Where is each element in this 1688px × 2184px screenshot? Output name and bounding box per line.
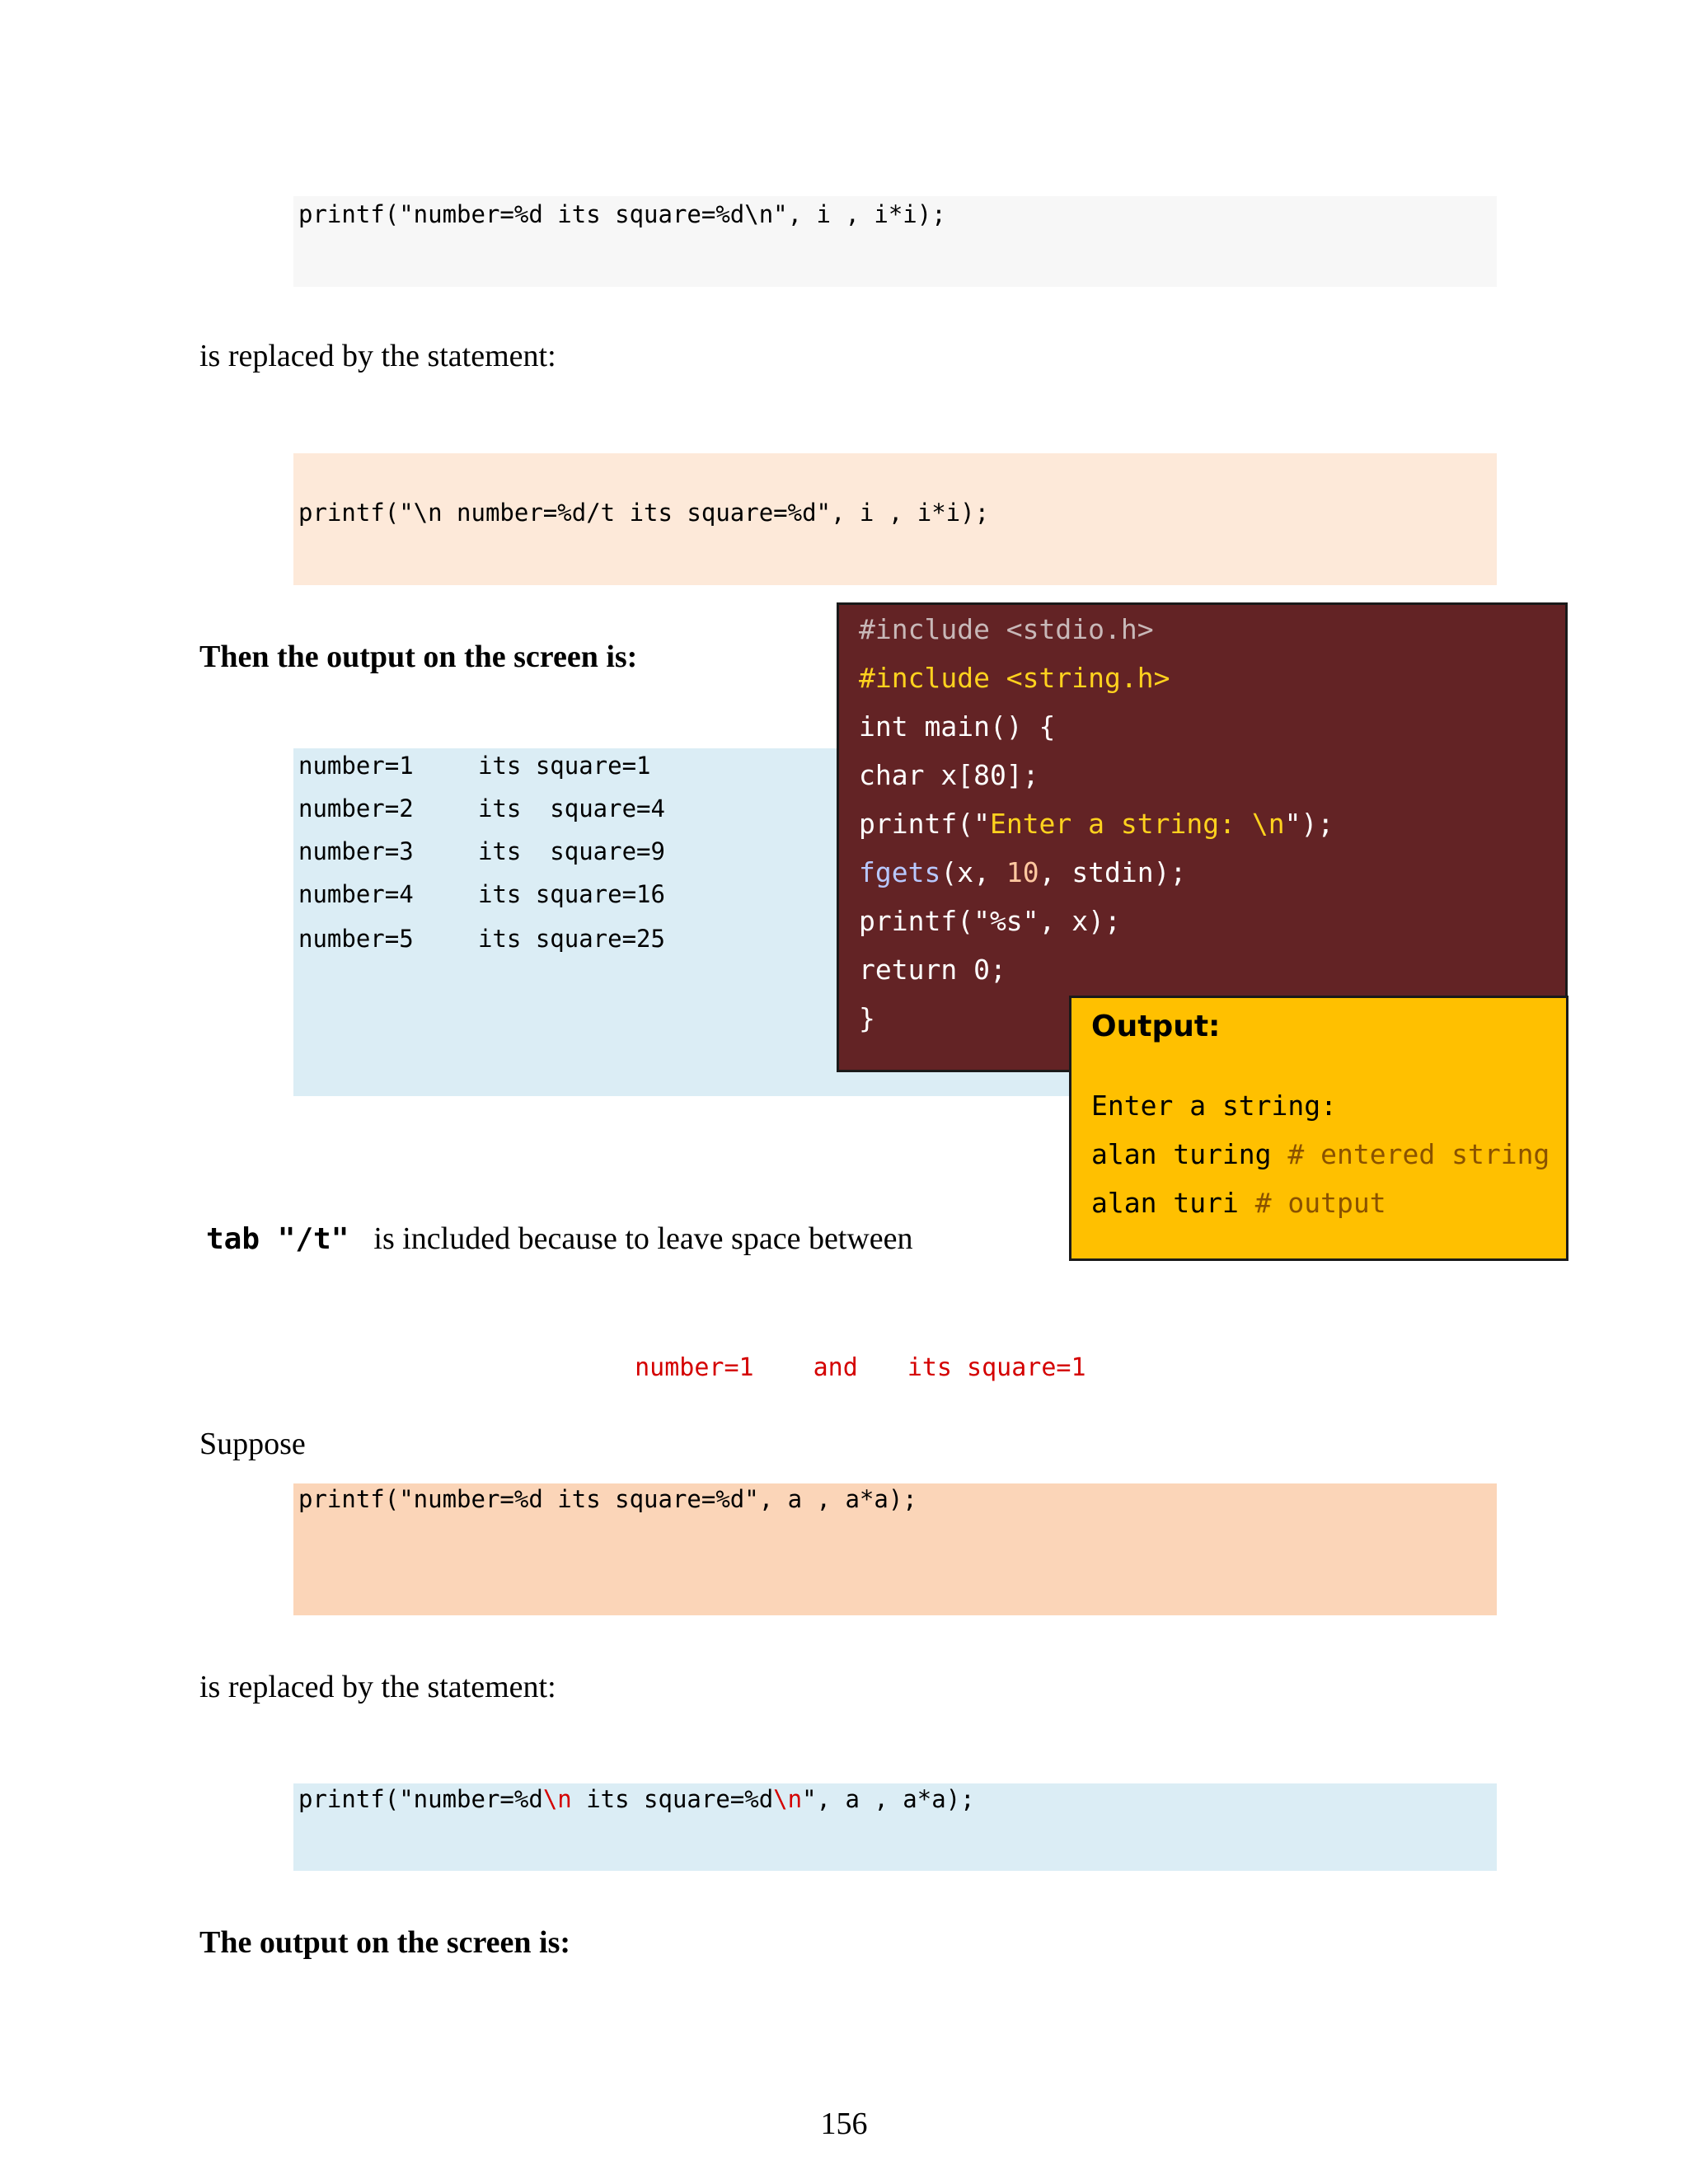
paragraph-suppose: Suppose <box>199 1427 306 1461</box>
code-main: int main() { <box>859 710 1056 743</box>
tab-code: tab "/t" <box>206 1222 349 1256</box>
output-square: its square=9 <box>478 837 665 865</box>
code-newline: \n <box>773 1785 803 1813</box>
code-string-literal: Enter a string: \n <box>989 808 1285 840</box>
code-box-4 <box>293 1783 1497 1871</box>
output-panel-line <box>1091 1187 1386 1219</box>
code-close-brace: } <box>859 1002 875 1034</box>
output-panel <box>1069 996 1568 1261</box>
example-and: and <box>813 1353 858 1382</box>
example-line <box>605 1324 1086 1382</box>
code-include-stdio: #include <stdio.h> <box>859 613 1154 645</box>
code-return: return 0; <box>859 954 1006 986</box>
code-box-2 <box>293 453 1497 585</box>
output-text: alan turing <box>1091 1138 1288 1170</box>
code-line: printf("\n number=%d/t its square=%d", i , i*i); <box>298 499 990 527</box>
heading-output-1: Then the output on the screen is: <box>199 640 638 674</box>
page-number: 156 <box>820 2107 868 2141</box>
tab-paragraph <box>199 1206 913 1257</box>
code-fragment: (x, <box>940 856 1006 888</box>
code-line: printf("number=%d its square=%d\n", i , i*i); <box>298 200 946 228</box>
code-line: printf("number=%d its square=%d", a , a*a); <box>298 1485 917 1513</box>
code-fragment: its square=%d <box>571 1785 774 1813</box>
code-newline: \n <box>542 1785 572 1813</box>
code-box-3 <box>293 1483 1497 1615</box>
heading-output-2: The output on the screen is: <box>199 1925 571 1960</box>
code-number: 10 <box>1006 856 1039 888</box>
output-square: its square=16 <box>478 880 665 908</box>
output-panel-line: Enter a string: <box>1091 1090 1338 1122</box>
code-function-name: fgets <box>859 856 941 888</box>
paragraph-replaced-2: is replaced by the statement: <box>199 1670 556 1704</box>
example-number: number=1 <box>635 1353 754 1382</box>
output-panel-title: Output: <box>1091 1010 1221 1043</box>
paragraph-replaced-1: is replaced by the statement: <box>199 339 556 373</box>
code-fgets <box>859 856 1186 888</box>
output-panel-line <box>1091 1138 1550 1170</box>
output-number: number=5 <box>298 925 414 953</box>
output-number: number=3 <box>298 837 414 865</box>
code-box-1 <box>293 196 1497 287</box>
code-line <box>298 1785 975 1813</box>
example-square: its square=1 <box>907 1353 1086 1382</box>
output-text: alan turi <box>1091 1187 1255 1219</box>
code-include-string: #include <string.h> <box>859 662 1170 694</box>
output-number: number=4 <box>298 880 414 908</box>
output-comment: # output <box>1254 1187 1386 1219</box>
output-square: its square=4 <box>478 794 665 823</box>
code-char: char x[80]; <box>859 759 1039 791</box>
code-printf-s: printf("%s", x); <box>859 905 1121 937</box>
code-fragment: "); <box>1284 808 1334 840</box>
code-fragment: printf("number=%d <box>298 1785 543 1813</box>
code-printf-prompt <box>859 808 1334 840</box>
code-fragment: , stdin); <box>1039 856 1187 888</box>
output-number: number=2 <box>298 794 414 823</box>
code-fragment: ", a , a*a); <box>802 1785 975 1813</box>
output-comment: # entered string <box>1287 1138 1550 1170</box>
output-square: its square=1 <box>478 752 651 780</box>
tab-text: is included because to leave space between <box>373 1221 913 1256</box>
output-square: its square=25 <box>478 925 665 953</box>
output-number: number=1 <box>298 752 414 780</box>
code-fragment: printf(" <box>859 808 990 840</box>
